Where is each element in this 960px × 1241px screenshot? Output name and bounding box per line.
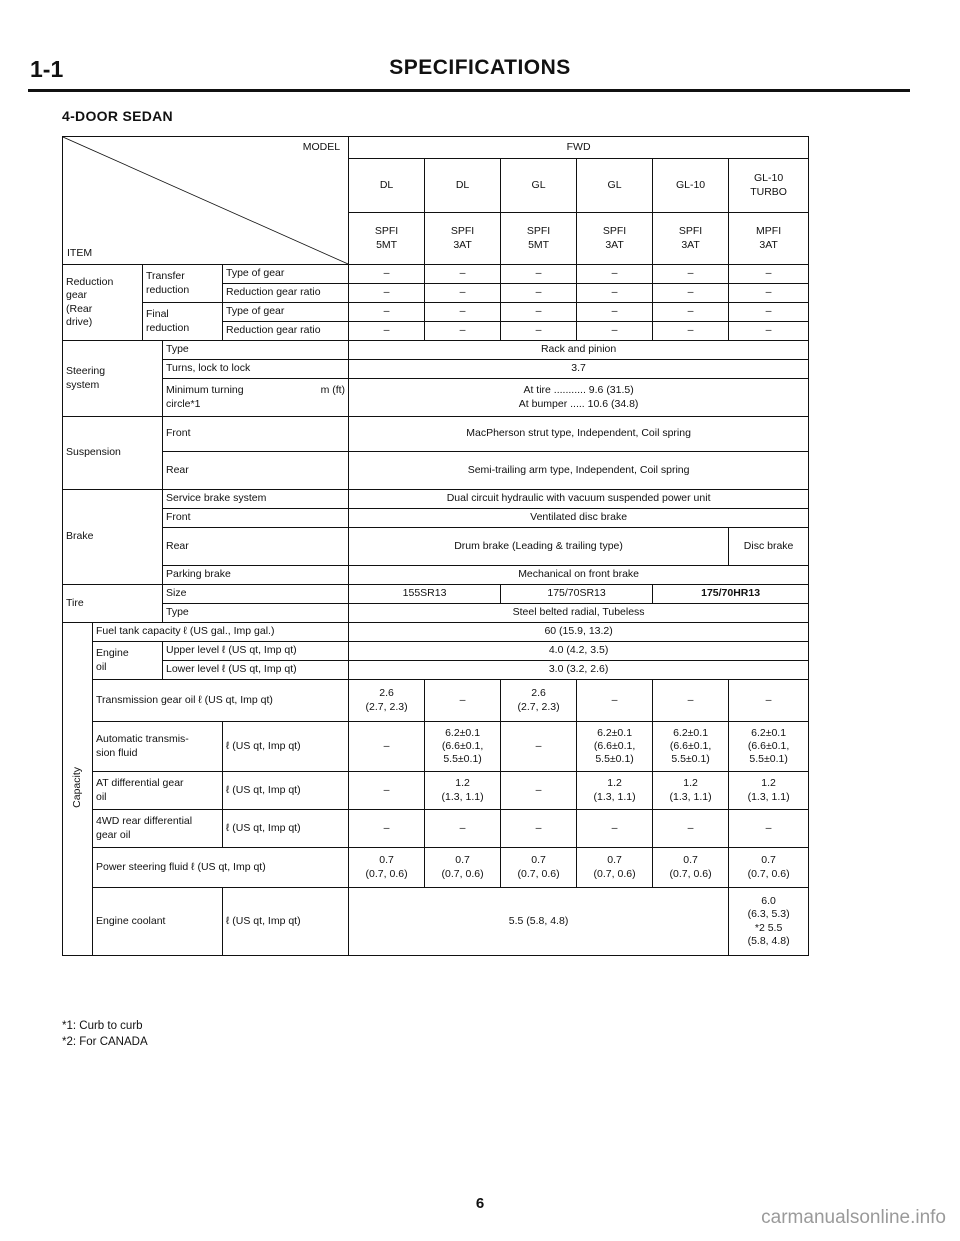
upper-level-label: Upper level ℓ (US qt, Imp qt) xyxy=(163,642,349,661)
transfer-reduction-label: Transfer reduction xyxy=(143,265,223,303)
turns-lock-label: Turns, lock to lock xyxy=(163,360,349,379)
engine-coolant-turbo-value: 6.0 (6.3, 5.3) *2 5.5 (5.8, 4.8) xyxy=(729,888,809,956)
reduction-gear-ratio-label: Reduction gear ratio xyxy=(223,322,349,341)
drive-header: FWD xyxy=(349,137,809,159)
value-cell: 2.6 (2.7, 2.3) xyxy=(349,680,425,722)
engine-oil-label: Engine oil xyxy=(93,642,163,680)
footnote: *1: Curb to curb xyxy=(62,1020,143,1032)
model-name: GL-10 TURBO xyxy=(729,159,809,213)
brake-rear-value: Drum brake (Leading & trailing type) xyxy=(349,528,729,566)
value-cell: 6.2±0.1 (6.6±0.1, 5.5±0.1) xyxy=(425,722,501,772)
model-spec: SPFI 5MT xyxy=(349,213,425,265)
value-cell: – xyxy=(349,265,425,284)
value-cell: – xyxy=(729,265,809,284)
value-cell: – xyxy=(425,303,501,322)
model-name: GL xyxy=(577,159,653,213)
brake-front-value: Ventilated disc brake xyxy=(349,509,809,528)
at-differential-label: AT differential gear oil xyxy=(93,772,223,810)
at-differential-unit: ℓ (US qt, Imp qt) xyxy=(223,772,349,810)
lower-level-value: 3.0 (3.2, 2.6) xyxy=(349,661,809,680)
brake-front-label: Front xyxy=(163,509,349,528)
table-row xyxy=(63,642,809,661)
suspension-label: Suspension xyxy=(63,417,163,490)
value-cell: – xyxy=(501,284,577,303)
table-row xyxy=(63,661,809,680)
subtitle: 4-DOOR SEDAN xyxy=(62,108,173,124)
reduction-gear-ratio-label: Reduction gear ratio xyxy=(223,284,349,303)
table-row xyxy=(63,680,809,722)
brake-rear-label: Rear xyxy=(163,528,349,566)
tire-size-label: Size xyxy=(163,585,349,604)
type-of-gear-label: Type of gear xyxy=(223,265,349,284)
value-cell: – xyxy=(349,284,425,303)
lower-level-label: Lower level ℓ (US qt, Imp qt) xyxy=(163,661,349,680)
steering-type-label: Type xyxy=(163,341,349,360)
value-cell: – xyxy=(577,303,653,322)
page-title: SPECIFICATIONS xyxy=(389,56,571,79)
service-brake-label: Service brake system xyxy=(163,490,349,509)
table-row xyxy=(63,722,809,772)
value-cell: 0.7 (0.7, 0.6) xyxy=(729,848,809,888)
atf-unit: ℓ (US qt, Imp qt) xyxy=(223,722,349,772)
value-cell: – xyxy=(425,322,501,341)
specifications-table xyxy=(62,136,809,956)
parking-brake-label: Parking brake xyxy=(163,566,349,585)
value-cell: – xyxy=(729,680,809,722)
suspension-front-value: MacPherson strut type, Independent, Coil spring xyxy=(349,417,809,452)
tire-type-value: Steel belted radial, Tubeless xyxy=(349,604,809,623)
value-cell: – xyxy=(653,810,729,848)
capacity-label: Capacity xyxy=(70,766,83,808)
table-row xyxy=(63,623,809,642)
value-cell: 6.2±0.1 (6.6±0.1, 5.5±0.1) xyxy=(653,722,729,772)
table-row xyxy=(63,509,809,528)
footnotes xyxy=(62,1019,148,1050)
table-row xyxy=(63,265,809,284)
brake-rear-turbo-value: Disc brake xyxy=(729,528,809,566)
value-cell: – xyxy=(501,265,577,284)
turning-circle-value: At tire ........... 9.6 (31.5) At bumper ..... 10.6 (34.8) xyxy=(349,379,809,417)
table-row xyxy=(63,490,809,509)
table-row xyxy=(63,360,809,379)
suspension-front-label: Front xyxy=(163,417,349,452)
engine-coolant-unit: ℓ (US qt, Imp qt) xyxy=(223,888,349,956)
parking-brake-value: Mechanical on front brake xyxy=(349,566,809,585)
value-cell: – xyxy=(653,265,729,284)
reduction-gear-label: Reduction gear (Rear drive) xyxy=(63,265,143,341)
table-row xyxy=(63,417,809,452)
transmission-oil-label: Transmission gear oil ℓ (US qt, Imp qt) xyxy=(93,680,349,722)
value-cell: – xyxy=(729,284,809,303)
model-spec: SPFI 3AT xyxy=(425,213,501,265)
value-cell: – xyxy=(577,265,653,284)
page-number: 6 xyxy=(475,1195,485,1212)
value-cell: – xyxy=(501,772,577,810)
tire-label: Tire xyxy=(63,585,163,623)
value-cell: 0.7 (0.7, 0.6) xyxy=(349,848,425,888)
model-name: DL xyxy=(349,159,425,213)
value-cell: – xyxy=(501,322,577,341)
upper-level-value: 4.0 (4.2, 3.5) xyxy=(349,642,809,661)
tire-size-value: 155SR13 xyxy=(349,585,501,604)
value-cell: 2.6 (2.7, 2.3) xyxy=(501,680,577,722)
value-cell: – xyxy=(501,810,577,848)
model-spec: SPFI 3AT xyxy=(577,213,653,265)
value-cell: – xyxy=(653,322,729,341)
value-cell: – xyxy=(349,772,425,810)
value-cell: – xyxy=(653,680,729,722)
model-spec: SPFI 5MT xyxy=(501,213,577,265)
value-cell: – xyxy=(349,810,425,848)
value-cell: – xyxy=(349,722,425,772)
value-cell: 0.7 (0.7, 0.6) xyxy=(425,848,501,888)
model-name: GL xyxy=(501,159,577,213)
value-cell: 0.7 (0.7, 0.6) xyxy=(653,848,729,888)
steering-type-value: Rack and pinion xyxy=(349,341,809,360)
power-steering-label: Power steering fluid ℓ (US qt, Imp qt) xyxy=(93,848,349,888)
table-row xyxy=(63,585,809,604)
capacity-label-cell xyxy=(63,623,93,956)
tire-size-value: 175/70SR13 xyxy=(501,585,653,604)
model-item-corner xyxy=(63,137,349,265)
item-label: ITEM xyxy=(67,246,93,259)
value-cell: – xyxy=(425,810,501,848)
table-row xyxy=(63,341,809,360)
value-cell: – xyxy=(349,322,425,341)
tire-type-label: Type xyxy=(163,604,349,623)
turns-lock-value: 3.7 xyxy=(349,360,809,379)
value-cell: 1.2 (1.3, 1.1) xyxy=(653,772,729,810)
value-cell: – xyxy=(501,303,577,322)
value-cell: 1.2 (1.3, 1.1) xyxy=(729,772,809,810)
value-cell: 6.2±0.1 (6.6±0.1, 5.5±0.1) xyxy=(577,722,653,772)
value-cell: – xyxy=(425,680,501,722)
model-name: DL xyxy=(425,159,501,213)
value-cell: – xyxy=(501,722,577,772)
value-cell: 0.7 (0.7, 0.6) xyxy=(577,848,653,888)
fuel-tank-value: 60 (15.9, 13.2) xyxy=(349,623,809,642)
suspension-rear-label: Rear xyxy=(163,452,349,490)
table-row xyxy=(63,888,809,956)
table-row xyxy=(63,810,809,848)
service-brake-value: Dual circuit hydraulic with vacuum suspended power unit xyxy=(349,490,809,509)
model-spec: SPFI 3AT xyxy=(653,213,729,265)
diagonal-line xyxy=(63,137,348,264)
table-row xyxy=(63,772,809,810)
value-cell: 1.2 (1.3, 1.1) xyxy=(577,772,653,810)
value-cell: – xyxy=(653,303,729,322)
value-cell: – xyxy=(349,303,425,322)
atf-label: Automatic transmis- sion fluid xyxy=(93,722,223,772)
rear-differential-unit: ℓ (US qt, Imp qt) xyxy=(223,810,349,848)
value-cell: – xyxy=(729,322,809,341)
turning-circle-unit: m (ft) xyxy=(320,384,346,397)
type-of-gear-label: Type of gear xyxy=(223,303,349,322)
turning-circle-label xyxy=(163,379,349,417)
watermark: carmanualsonline.info xyxy=(761,1207,946,1228)
table-row xyxy=(63,452,809,490)
table-row xyxy=(63,848,809,888)
value-cell: – xyxy=(729,303,809,322)
rear-differential-label: 4WD rear differential gear oil xyxy=(93,810,223,848)
value-cell: – xyxy=(577,680,653,722)
model-label: MODEL xyxy=(302,141,341,153)
model-name: GL-10 xyxy=(653,159,729,213)
final-reduction-label: Final reduction xyxy=(143,303,223,341)
header-rule xyxy=(28,89,910,92)
section-number: 1-1 xyxy=(30,56,64,82)
model-spec: MPFI 3AT xyxy=(729,213,809,265)
engine-coolant-value: 5.5 (5.8, 4.8) xyxy=(349,888,729,956)
value-cell: – xyxy=(729,810,809,848)
table-row xyxy=(63,303,809,322)
value-cell: – xyxy=(577,322,653,341)
table-row xyxy=(63,604,809,623)
tire-size-value: 175/70HR13 xyxy=(653,585,809,604)
table-row xyxy=(63,528,809,566)
turning-circle-text: Minimum turning circle*1 xyxy=(166,384,244,410)
value-cell: – xyxy=(577,810,653,848)
value-cell: 6.2±0.1 (6.6±0.1, 5.5±0.1) xyxy=(729,722,809,772)
value-cell: 0.7 (0.7, 0.6) xyxy=(501,848,577,888)
value-cell: 1.2 (1.3, 1.1) xyxy=(425,772,501,810)
brake-label: Brake xyxy=(63,490,163,585)
table-row xyxy=(63,566,809,585)
table-row xyxy=(63,379,809,417)
value-cell: – xyxy=(425,284,501,303)
suspension-rear-value: Semi-trailing arm type, Independent, Coil spring xyxy=(349,452,809,490)
engine-coolant-label: Engine coolant xyxy=(93,888,223,956)
value-cell: – xyxy=(577,284,653,303)
value-cell: – xyxy=(425,265,501,284)
footnote: *2: For CANADA xyxy=(62,1035,148,1048)
fuel-tank-label: Fuel tank capacity ℓ (US gal., Imp gal.) xyxy=(93,623,349,642)
value-cell: – xyxy=(653,284,729,303)
steering-label: Steering system xyxy=(63,341,163,417)
